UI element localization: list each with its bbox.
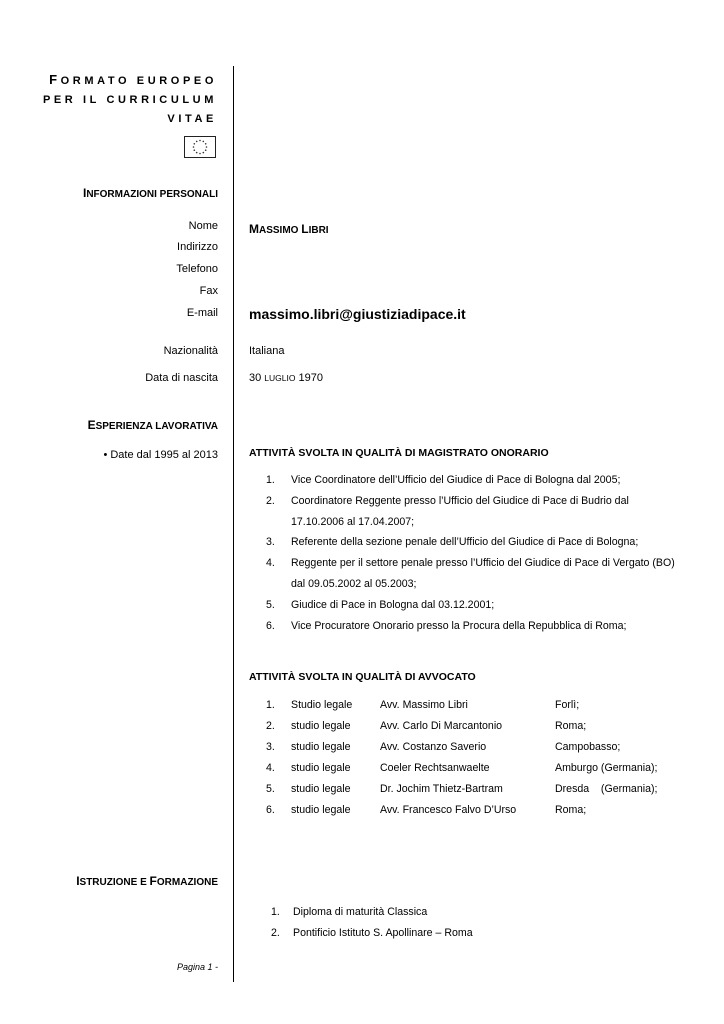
cv-format-title: FORMATO EUROPEO PER IL CURRICULUM VITAE: [42, 72, 217, 125]
section-heading-education: ISTRUZIONE E FORMAZIONE: [76, 874, 218, 888]
label-email: E-mail: [186, 307, 218, 319]
label-address: Indirizzo: [177, 241, 218, 253]
experience-dates: • Date dal 1995 al 2013: [103, 449, 218, 461]
list-item: 6. Vice Procuratore Onorario presso la Procura della Repubblica di Roma;: [266, 619, 627, 632]
person-name: MASSIMO LIBRI: [249, 222, 329, 236]
list-item: 3. Referente della sezione penale dell’Ufficio del Giudice di Pace di Bologna;: [266, 536, 639, 549]
lawyer-heading: ATTIVITÀ SVOLTA IN QUALITÀ DI AVVOCATO: [249, 671, 476, 683]
list-item: 5. Giudice di Pace in Bologna dal 03.12.2001;: [266, 598, 495, 611]
label-nationality: Nazionalità: [163, 345, 218, 357]
label-birth-date: Data di nascita: [145, 372, 218, 384]
page-number: Pagina 1 -: [176, 962, 218, 972]
section-heading-experience: ESPERIENZA LAVORATIVA: [87, 418, 218, 432]
list-item: 4. Reggente per il settore penale presso l’Ufficio del Giudice di Pace di Vergato (BO) dal 09.05.2002 al 05.2003;: [266, 557, 675, 590]
label-fax: Fax: [199, 285, 218, 297]
section-heading-personal: INFORMAZIONI PERSONALI: [82, 186, 218, 200]
magistrate-list: [266, 470, 681, 636]
magistrate-heading: ATTIVITÀ SVOLTA IN QUALITÀ DI MAGISTRATO ONORARIO: [249, 447, 549, 459]
eu-flag-icon: [184, 136, 216, 158]
list-item: 1. Diploma di maturità Classica: [271, 906, 428, 918]
birth-date-value: 30 LUGLIO 1970: [249, 372, 324, 384]
list-item: 2. Coordinatore Reggente presso l’Ufficio del Giudice di Pace di Budrio dal 17.10.2006 al 17.04.2007;: [266, 494, 629, 528]
email-value: massimo.libri@giustiziadipace.it: [249, 306, 466, 322]
list-item: 2. Pontificio Istituto S. Apollinare – Roma: [271, 927, 473, 939]
list-item: 1. Vice Coordinatore dell’Ufficio del Giudice di Pace di Bologna dal 2005;: [266, 474, 621, 486]
label-name: Nome: [188, 220, 218, 232]
column-divider: [233, 66, 234, 982]
nationality-value: Italiana: [249, 345, 285, 357]
label-phone: Telefono: [176, 263, 218, 275]
